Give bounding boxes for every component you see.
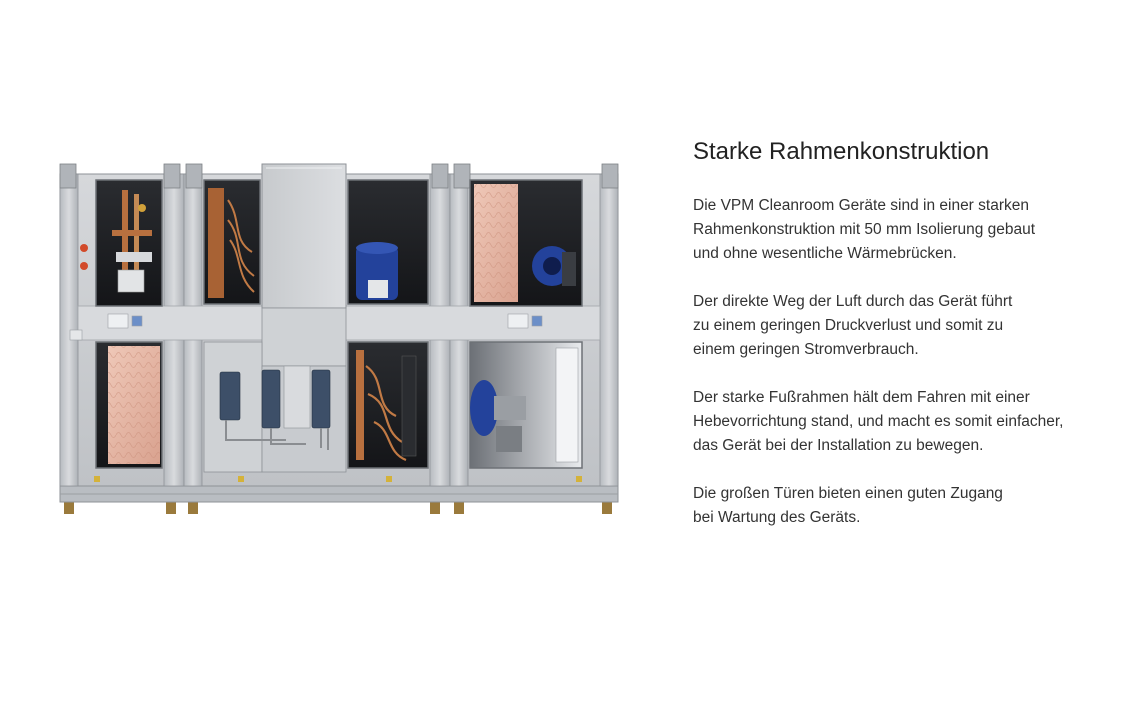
text-line: Der starke Fußrahmen hält dem Fahren mit einer	[693, 389, 1030, 406]
text-line: Die VPM Cleanroom Geräte sind in einer starken	[693, 197, 1029, 214]
text-line: einem geringen Stromverbrauch.	[693, 341, 919, 358]
fan-compartment-bottom	[470, 342, 582, 468]
filter-compartment-left	[96, 342, 162, 468]
text-line: das Gerät bei der Installation zu bewegen.	[693, 437, 984, 454]
text-line: Der direkte Weg der Luft durch das Gerät führt	[693, 293, 1013, 310]
text-line: Die großen Türen bieten einen guten Zugang	[693, 485, 1003, 502]
paragraph-insulation	[693, 194, 1113, 266]
base-frame	[60, 484, 618, 502]
product-image	[56, 160, 622, 520]
compressor-compartment	[348, 180, 428, 304]
valve-compartment	[96, 180, 162, 306]
access-panel	[262, 164, 346, 366]
paragraph-doors	[693, 482, 1113, 530]
section-title: Starke Rahmenkonstruktion	[693, 138, 990, 165]
text-line: Rahmenkonstruktion mit 50 mm Isolierung gebaut	[693, 221, 1036, 238]
text-line: zu einem geringen Druckverlust und somit zu	[693, 317, 1004, 334]
ahu-unit-illustration	[56, 160, 622, 520]
text-line: bei Wartung des Geräts.	[693, 509, 861, 526]
fan-compartment-top	[470, 180, 582, 306]
coil-compartment	[204, 180, 260, 304]
feature-description	[693, 134, 1113, 554]
evaporator-compartment	[348, 342, 428, 468]
text-line: Hebevorrichtung stand, und macht es somit einfacher,	[693, 413, 1064, 430]
text-line: und ohne wesentliche Wärmebrücken.	[693, 245, 957, 262]
paragraph-airflow	[693, 290, 1113, 362]
paragraph-base-frame	[693, 386, 1113, 458]
